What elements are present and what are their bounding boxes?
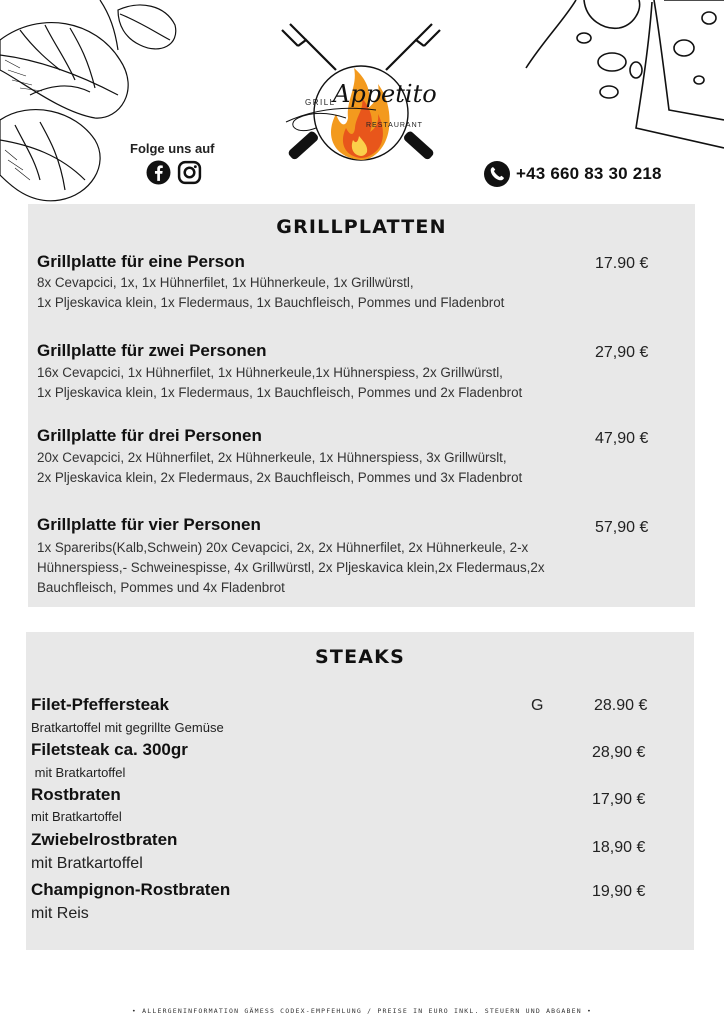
steak-price: 28.90 € — [594, 697, 648, 714]
menu-item-desc: 20x Cevapcici, 2x Hühnerfilet, 2x Hühnerkeule, 1x Hühnerspiess, 3x Grillwürslt, — [37, 450, 507, 465]
steak-price: 17,90 € — [592, 791, 646, 808]
phone-number[interactable]: +43 660 83 30 218 — [516, 164, 662, 183]
menu-item-desc: 16x Cevapcici, 1x Hühnerfilet, 1x Hühnerkeule,1x Hühnerspiess, 2x Grillwürstl, — [37, 365, 503, 380]
menu-item-desc: 1x Pljeskavica klein, 1x Fledermaus, 1x Bauchfleisch, Pommes und Fladenbrot — [37, 295, 505, 310]
menu-item-desc: 1x Pljeskavica klein, 1x Fledermaus, 1x Bauchfleisch, Pommes und 2x Fladenbrot — [37, 385, 523, 400]
steak-side: mit Reis — [31, 905, 89, 922]
logo-restaurant-text: RESTAURANT — [366, 122, 423, 129]
menu-item-desc: Hühnerspiess,- Schweinespisse, 4x Grillwürstl, 2x Pljeskavica klein,2x Fledermaus,2x — [37, 560, 545, 575]
steak-side: mit Bratkartoffel — [31, 855, 143, 872]
social-links — [146, 160, 202, 185]
steak-side: mit Bratkartoffel — [31, 765, 126, 780]
instagram-icon[interactable] — [177, 160, 202, 185]
logo-grill-text: GRILL — [305, 98, 336, 107]
menu-item-price: 57,90 € — [595, 519, 649, 536]
facebook-icon[interactable] — [146, 160, 171, 185]
menu-item-price: 27,90 € — [595, 344, 649, 361]
menu-item-price: 17.90 € — [595, 255, 649, 272]
menu-item-name: Grillplatte für zwei Personen — [37, 341, 267, 360]
menu-item-desc: 1x Spareribs(Kalb,Schwein) 20x Cevapcici, 2x, 2x Hühnerfilet, 2x Hühnerkeule, 2-x — [37, 540, 529, 555]
steak-price: 19,90 € — [592, 883, 646, 900]
steak-name: Rostbraten — [31, 785, 121, 804]
restaurant-logo — [276, 18, 446, 173]
steak-name: Champignon-Rostbraten — [31, 880, 231, 899]
menu-item-name: Grillplatte für eine Person — [37, 252, 245, 271]
section-title: STEAKS — [315, 646, 405, 668]
grillplatten-section — [28, 204, 695, 607]
section-title: GRILLPLATTEN — [276, 216, 447, 238]
steak-price: 28,90 € — [592, 744, 646, 761]
phone-contact[interactable] — [484, 161, 662, 187]
steak-side: Bratkartoffel mit gegrillte Gemüse — [31, 720, 224, 735]
menu-item-name: Grillplatte für vier Personen — [37, 515, 261, 534]
cheese-illustration — [524, 0, 724, 150]
steaks-section — [26, 632, 694, 950]
steak-side: mit Bratkartoffel — [31, 809, 122, 824]
steak-name: Zwiebelrostbraten — [31, 830, 178, 849]
menu-item-desc: 2x Pljeskavica klein, 2x Fledermaus, 2x Bauchfleisch, Pommes und 3x Fladenbrot — [37, 470, 523, 485]
menu-item-price: 47,90 € — [595, 430, 649, 447]
allergen-footer: • ALLERGENINFORMATION GÄMESS CODEX-EMPFEHLUNG / PREISE IN EURO INKL. STEUERN UND ABGABEN • — [131, 1007, 593, 1015]
follow-label: Folge uns auf — [130, 141, 215, 156]
steak-price: 18,90 € — [592, 839, 646, 856]
menu-item-desc: Bauchfleisch, Pommes und 4x Fladenbrot — [37, 580, 285, 595]
menu-item-desc: 8x Cevapcici, 1x, 1x Hühnerfilet, 1x Hühnerkeule, 1x Grillwürstl, — [37, 275, 414, 290]
allergen-mark: G — [531, 697, 544, 714]
steak-name: Filet-Pfeffersteak — [31, 695, 169, 714]
menu-item-name: Grillplatte für drei Personen — [37, 426, 262, 445]
phone-icon — [484, 161, 510, 187]
logo-script-text: Appetito — [333, 80, 437, 108]
steak-name: Filetsteak ca. 300gr — [31, 740, 188, 759]
